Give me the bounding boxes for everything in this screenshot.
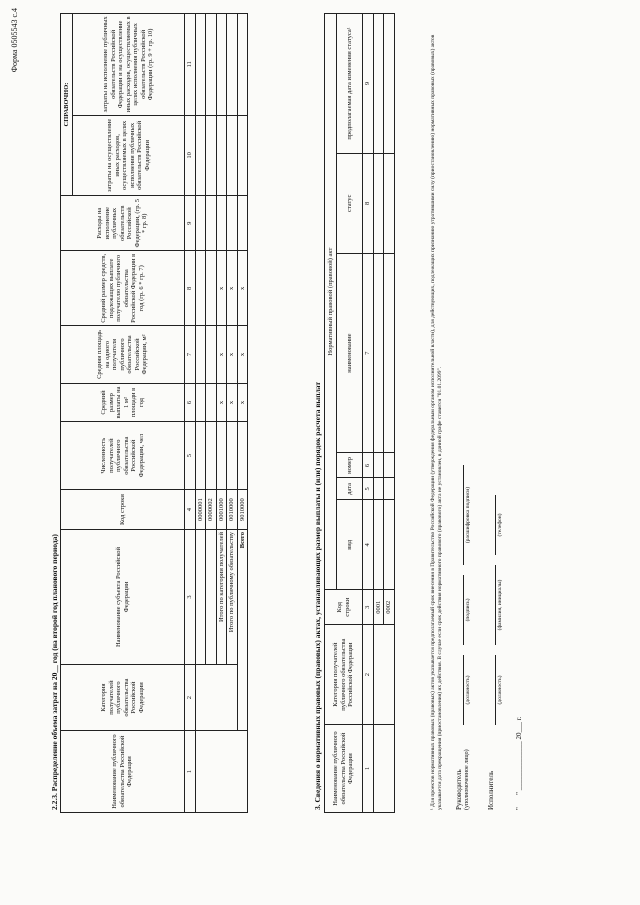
table-row: 0001 [373, 14, 384, 813]
col-number: 10 [185, 115, 196, 195]
col-number: 8 [363, 153, 374, 253]
header-avg-payment: Средний размер выплаты на 1 м² площади в год [61, 383, 185, 422]
table-row: Всего 9010000 x x x [237, 14, 248, 813]
table-row: 0002 [384, 14, 395, 813]
footnote: ¹ Для проектов нормативных правовых (правовых) актов указывается предполагаемый срок внесения в Правительство Российской Федерации (утверждения федеральным органом исполнительной власти), для действующих, подлежащих признанию утратившими силу (приостановлению) нормативных правовых (правовых) актов указывается дата прекращения (приостановления) их действия. В случае если срок действия нормативного правового (правового) акта не установлен, в данной графе ставится "01.01.2099". [430, 34, 443, 810]
header-expenses: Расходы на исполнение публичных обязательств Российской Федерации, (гр. 5 * гр. 8) [61, 196, 185, 251]
header-type: вид [337, 500, 363, 590]
executor-phone-line: (телефон) [495, 495, 503, 555]
table-row: 0000002 [206, 14, 217, 813]
signature-line: (подпись) [463, 575, 471, 645]
col-number: 5 [363, 478, 374, 500]
header-category: Категория получателей публичного обязательства Российской Федерации [325, 625, 363, 725]
col-number: 4 [363, 500, 374, 590]
legal-acts-table [324, 13, 395, 813]
section-3-title: 3. Сведения о нормативных правовых (правовых) актах, устанавливающих размер выплаты и (или) порядок расчета выплат [313, 381, 322, 810]
col-number: 5 [185, 422, 196, 490]
executor-label: Исполнитель [487, 770, 495, 810]
decoding-line: (расшифровка подписи) [463, 465, 471, 565]
header-legal-act: Нормативный правовой (правовой) акт [325, 14, 337, 590]
col-number: 8 [185, 251, 196, 326]
col-number: 11 [185, 14, 196, 116]
header-status-change-date: предполагаемая дата изменения статуса¹ [337, 14, 363, 154]
date-line: " " ______________ 20___ г. [515, 716, 523, 810]
col-number: 2 [185, 664, 196, 730]
col-number: 1 [185, 731, 196, 813]
col-number: 4 [185, 490, 196, 530]
head-sub: (уполномоченное лицо) [464, 749, 470, 810]
header-name: наименование [337, 253, 363, 453]
header-total-costs: затраты на исполнение публичных обязательств Российской Федерации и на осуществление иных расходов, осуществляемых в целях исполнения публичных обязательств Российской Федерации (гр. 9 + гр. 10) [73, 14, 185, 116]
cost-distribution-table [60, 13, 248, 813]
col-number: 1 [363, 725, 374, 813]
executor-fio-line: (фамилия, инициалы) [495, 565, 503, 645]
col-number: 2 [363, 625, 374, 725]
header-number: номер [337, 453, 363, 478]
header-obligation: Наименование публичного обязательства Российской Федерации [61, 731, 185, 813]
header-recipients-count: Численность получателей публичного обязательства Российской Федерации, чел [61, 422, 185, 490]
header-status: статус [337, 153, 363, 253]
header-category: Категория получателей публичного обязательства Российской Федерации [61, 664, 185, 730]
col-number: 7 [185, 326, 196, 384]
header-subject: Наименование субъекта Российской Федерации [61, 530, 185, 665]
signature-block [455, 290, 605, 810]
table-row: Итого по категории получателей 0001000 x x x [216, 14, 227, 813]
col-number: 6 [363, 453, 374, 478]
col-number: 7 [363, 253, 374, 453]
header-other-costs: затраты на осуществление иных расходов, осуществляемых в целях исполнения публичных обязательств Российской Федерации [73, 115, 185, 195]
header-date: дата [337, 478, 363, 500]
header-obligation: Наименование публичного обязательства Российской Федерации [325, 725, 363, 813]
header-row-code: Код строки [325, 590, 363, 625]
header-avg-area: Средняя площадь на одного получателя публичного обязательства Российской Федерации, м² [61, 326, 185, 384]
header-reference: СПРАВОЧНО: [61, 14, 73, 196]
col-number: 3 [185, 530, 196, 665]
section-2-2-3-title: 2.2.3. Распределение объема затрат на 20__ год (на второй год планового периода) [50, 534, 59, 810]
table-row: 0000001 [195, 14, 206, 813]
col-number: 6 [185, 383, 196, 422]
header-avg-funds: Средний размер средств, подлежащих выплате получателю публичного обязательства Российской Федерации в год (гр. 6 * гр. 7) [61, 251, 185, 326]
col-number: 9 [185, 196, 196, 251]
head-label: Руководитель [455, 769, 463, 810]
position-line: (должность) [463, 655, 471, 725]
table-row: Итого по публичному обязательству 0010000 x x x [227, 14, 238, 813]
col-number: 3 [363, 590, 374, 625]
form-code: Форма 0505543 с.4 [10, 8, 19, 73]
executor-position-line: (должность) [495, 655, 503, 725]
header-row-code: Код строки [61, 490, 185, 530]
col-number: 9 [363, 14, 374, 154]
